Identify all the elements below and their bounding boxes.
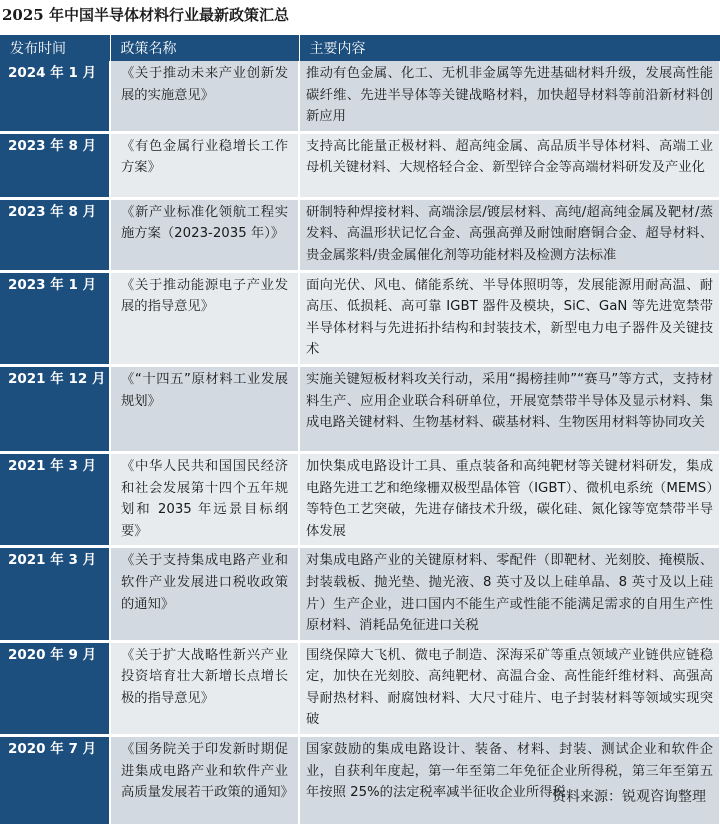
row-date: 2021 年 3 月 (0, 452, 110, 546)
row-date: 2021 年 3 月 (0, 547, 110, 641)
header-date: 发布时间 (0, 35, 110, 61)
table-row (0, 198, 720, 271)
row-policy-name: 《新产业标准化领航工程实施方案（2023-2035 年）》 (110, 198, 299, 271)
table-row (0, 132, 720, 198)
header-content: 主要内容 (299, 35, 720, 61)
source-note: 资料来源：锐观咨询整理 (552, 789, 706, 805)
row-content: 研制特种焊接材料、高端涂层/镀层材料、高纯/超高纯金属及靶材/蒸发料、高温形状记忆合金、高强高弹及耐蚀耐磨铜合金、超导材料、贵金属浆料/贵金属催化剂等功能材料及检测方法标准 (299, 198, 720, 271)
row-date: 2021 年 12 月 (0, 365, 110, 452)
table-row (0, 641, 720, 735)
policy-table (0, 35, 720, 827)
row-policy-name: 《有色金属行业稳增长工作方案》 (110, 132, 299, 198)
row-policy-name: 《中华人民共和国国民经济和社会发展第十四个五年规划和 2035 年远景目标纲要》 (110, 452, 299, 546)
table-row (0, 452, 720, 546)
table-row (0, 61, 720, 132)
table-row (0, 365, 720, 452)
row-policy-name: 《关于推动未来产业创新发展的实施意见》 (110, 61, 299, 132)
row-date: 2023 年 8 月 (0, 132, 110, 198)
row-date: 2023 年 1 月 (0, 271, 110, 365)
row-date: 2020 年 9 月 (0, 641, 110, 735)
page-title: 2025 年中国半导体材料行业最新政策汇总 (2, 6, 289, 24)
row-content: 面向光伏、风电、储能系统、半导体照明等，发展能源用耐高温、耐高压、低损耗、高可靠 IGBT 器件及模块，SiC、GaN 等先进宽禁带半导体材料与先进拓扑结构和封装技术，新型电力电子器件及关键技术 (299, 271, 720, 365)
row-content: 加快集成电路设计工具、重点装备和高纯靶材等关键材料研发，集成电路先进工艺和绝缘栅双极型晶体管（IGBT）、微机电系统（MEMS）等特色工艺突破，先进存储技术升级，碳化硅、氮化镓等宽禁带半导体发展 (299, 452, 720, 546)
row-date: 2024 年 1 月 (0, 61, 110, 132)
row-content: 支持高比能量正极材料、超高纯金属、高品质半导体材料、高端工业母机关键材料、大规格轻合金、新型锌合金等高端材料研发及产业化 (299, 132, 720, 198)
row-content: 推动有色金属、化工、无机非金属等先进基础材料升级，发展高性能碳纤维、先进半导体等关键战略材料，加快超导材料等前沿新材料创新应用 (299, 61, 720, 132)
row-content: 实施关键短板材料攻关行动，采用“揭榜挂帅”“赛马”等方式，支持材料生产、应用企业联合科研单位，开展宽禁带半导体及显示材料、集成电路关键材料、生物基材料、碳基材料、生物医用材料等协同攻关 (299, 365, 720, 452)
table-row (0, 736, 720, 826)
row-policy-name: 《国务院关于印发新时期促进集成电路产业和软件产业高质量发展若干政策的通知》 (110, 736, 299, 826)
row-date: 2023 年 8 月 (0, 198, 110, 271)
row-content: 对集成电路产业的关键原材料、零配件（即靶材、光刻胶、掩模版、封装载板、抛光垫、抛光液、8 英寸及以上硅单晶、8 英寸及以上硅片）生产企业，进口国内不能生产或性能不能满足需求的自用生产性原材料、消耗品免征进口关税 (299, 547, 720, 641)
row-policy-name: 《关于扩大战略性新兴产业投资培育壮大新增长点增长极的指导意见》 (110, 641, 299, 735)
table-row (0, 547, 720, 641)
row-policy-name: 《关于支持集成电路产业和软件产业发展进口税收政策的通知》 (110, 547, 299, 641)
table-row (0, 271, 720, 365)
table-header-row (0, 35, 720, 61)
row-date: 2020 年 7 月 (0, 736, 110, 826)
row-policy-name: 《关于推动能源电子产业发展的指导意见》 (110, 271, 299, 365)
row-content: 围绕保障大飞机、微电子制造、深海采矿等重点领域产业链供应链稳定，加快在光刻胶、高纯靶材、高温合金、高性能纤维材料、高强高导耐热材料、耐腐蚀材料、大尺寸硅片、电子封装材料等领域实现突破 (299, 641, 720, 735)
row-policy-name: 《“十四五”原材料工业发展规划》 (110, 365, 299, 452)
row-content: 国家鼓励的集成电路设计、装备、材料、封装、测试企业和软件企业，自获利年度起，第一年至第二年免征企业所得税，第三年至第五年按照 25%的法定税率减半征收企业所得税 (299, 736, 720, 826)
header-policy-name: 政策名称 (110, 35, 299, 61)
